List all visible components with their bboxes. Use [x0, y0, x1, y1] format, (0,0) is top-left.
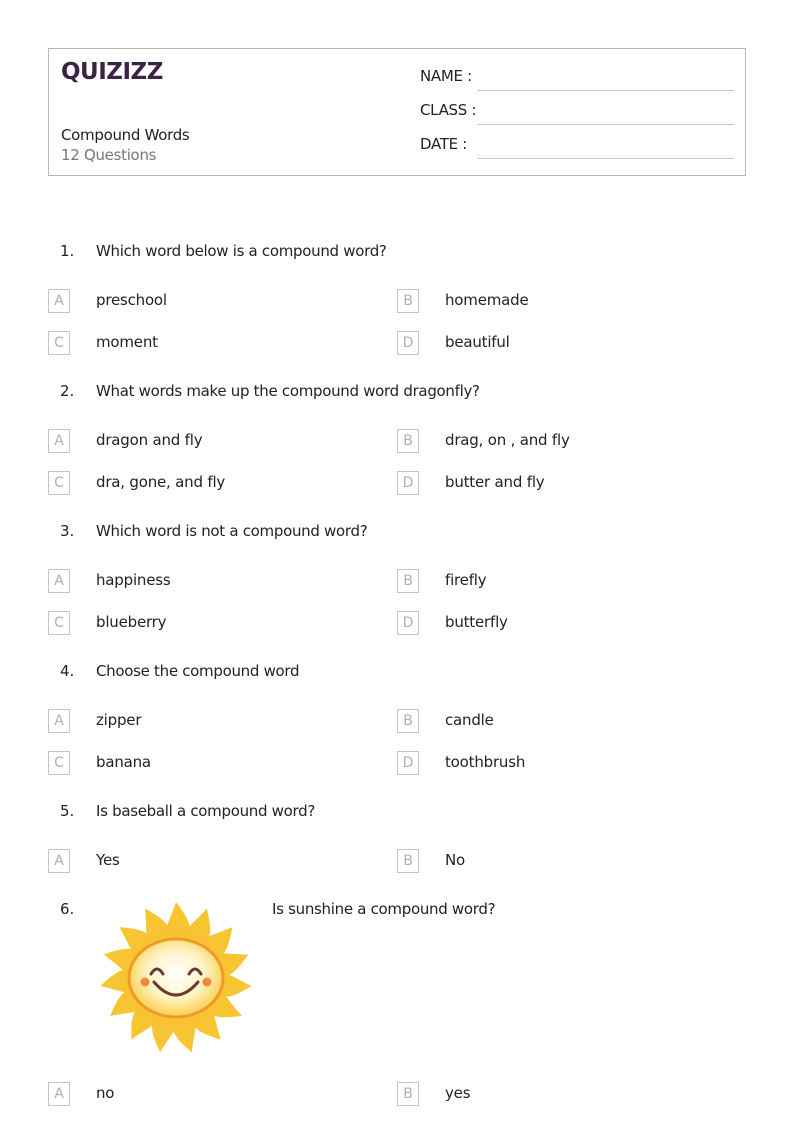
question-text: Which word below is a compound word? — [96, 242, 387, 260]
quiz-title: Compound Words — [61, 126, 190, 144]
date-field[interactable] — [420, 135, 734, 159]
date-label: DATE : — [420, 135, 468, 153]
option-text: firefly — [445, 571, 487, 589]
option-letter-box[interactable]: B — [397, 569, 419, 593]
option-text: butter and fly — [445, 473, 545, 491]
option-letter-box[interactable]: C — [48, 331, 70, 355]
date-line[interactable] — [478, 158, 734, 159]
option-letter-box[interactable]: B — [397, 429, 419, 453]
option-letter-box[interactable]: D — [397, 751, 419, 775]
option-text: Yes — [96, 851, 120, 869]
option-letter-box[interactable]: B — [397, 849, 419, 873]
class-field[interactable] — [420, 101, 734, 125]
name-field[interactable] — [420, 67, 734, 91]
option-text: beautiful — [445, 333, 510, 351]
question-number: 6. — [60, 900, 75, 918]
smiling-sun-icon — [98, 900, 254, 1056]
option-text: moment — [96, 333, 158, 351]
option-letter-box[interactable]: B — [397, 709, 419, 733]
question-number: 4. — [60, 662, 75, 680]
option-letter-box[interactable]: A — [48, 289, 70, 313]
option-text: butterfly — [445, 613, 508, 631]
class-label: CLASS : — [420, 101, 477, 119]
question-text: Which word is not a compound word? — [96, 522, 368, 540]
option-letter-box[interactable]: A — [48, 569, 70, 593]
question-count: 12 Questions — [61, 146, 157, 164]
option-text: drag, on , and fly — [445, 431, 570, 449]
option-letter-box[interactable]: C — [48, 611, 70, 635]
option-text: dra, gone, and fly — [96, 473, 226, 491]
option-letter-box[interactable]: D — [397, 471, 419, 495]
question-text: Is baseball a compound word? — [96, 802, 316, 820]
question-number: 2. — [60, 382, 75, 400]
question-text: What words make up the compound word dragonfly? — [96, 382, 480, 400]
question-number: 3. — [60, 522, 75, 540]
option-text: happiness — [96, 571, 171, 589]
option-letter-box[interactable]: C — [48, 471, 70, 495]
option-text: zipper — [96, 711, 142, 729]
option-text: dragon and fly — [96, 431, 203, 449]
option-letter-box[interactable]: B — [397, 289, 419, 313]
option-text: toothbrush — [445, 753, 526, 771]
option-letter-box[interactable]: A — [48, 849, 70, 873]
option-letter-box[interactable]: D — [397, 331, 419, 355]
option-letter-box[interactable]: D — [397, 611, 419, 635]
name-line[interactable] — [478, 90, 734, 91]
worksheet-header — [48, 48, 746, 176]
option-letter-box[interactable]: B — [397, 1082, 419, 1106]
question-text: Choose the compound word — [96, 662, 300, 680]
option-text: banana — [96, 753, 151, 771]
option-text: yes — [445, 1084, 471, 1102]
option-text: blueberry — [96, 613, 167, 631]
question-text: Is sunshine a compound word? — [272, 900, 496, 918]
question-number: 1. — [60, 242, 75, 260]
option-letter-box[interactable]: A — [48, 709, 70, 733]
quizizz-logo: QUIZIZZ — [61, 59, 163, 85]
option-text: homemade — [445, 291, 529, 309]
option-text: No — [445, 851, 465, 869]
option-text: candle — [445, 711, 494, 729]
option-letter-box[interactable]: C — [48, 751, 70, 775]
question-number: 5. — [60, 802, 75, 820]
option-text: preschool — [96, 291, 167, 309]
option-letter-box[interactable]: A — [48, 429, 70, 453]
name-label: NAME : — [420, 67, 472, 85]
class-line[interactable] — [478, 124, 734, 125]
option-letter-box[interactable]: A — [48, 1082, 70, 1106]
option-text: no — [96, 1084, 115, 1102]
